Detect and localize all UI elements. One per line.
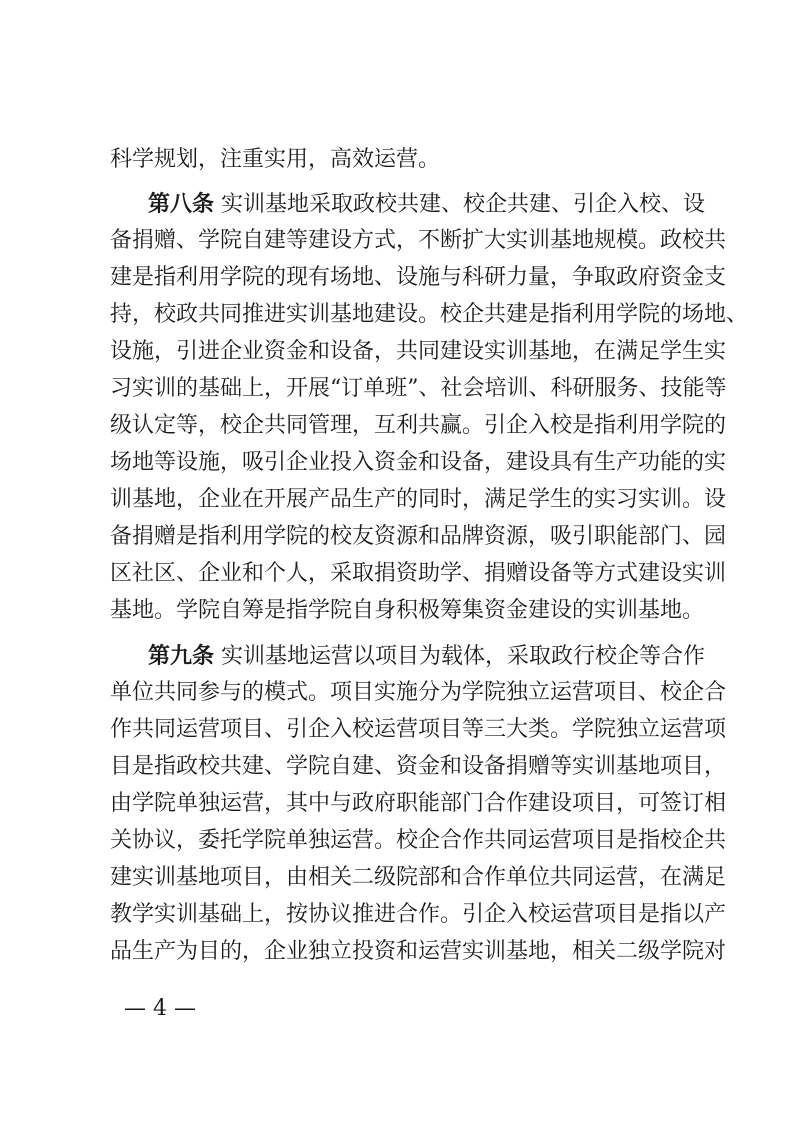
paragraph-line [110, 554, 727, 594]
paragraph-line [110, 821, 727, 861]
line-text: 由学院单独运营，其中与政府职能部门合作建设项目，可签订相 [110, 791, 727, 816]
line-text: 设施，引进企业资金和设备，共同建设实训基地，在满足学生实 [110, 339, 727, 364]
line-text: 关协议，委托学院单独运营。校企合作共同运营项目是指校企共 [110, 828, 727, 853]
line-text: 场地等设施，吸引企业投入资金和设备，建设具有生产功能的实 [110, 450, 727, 475]
paragraph-line [110, 517, 727, 557]
paragraph-line [110, 332, 727, 372]
line-text: 训基地，企业在开展产品生产的同时，满足学生的实习实训。设 [110, 487, 727, 512]
paragraph-line [110, 221, 727, 261]
article-label: 第九条 [148, 643, 215, 669]
paragraph-line [110, 673, 727, 713]
paragraph-line [110, 369, 727, 409]
line-text: 备捐赠是指利用学院的校友资源和品牌资源，吸引职能部门、园 [110, 524, 727, 549]
paragraph-line [110, 258, 727, 298]
line-text: 习实训的基础上，开展“订单班”、社会培训、科研服务、技能等 [110, 376, 727, 401]
line-text: 科学规划，注重实用，高效运营。 [110, 147, 441, 172]
line-text: 建实训基地项目，由相关二级院部和合作单位共同运营，在满足 [110, 865, 727, 890]
paragraph-line [110, 710, 727, 750]
paragraph-line [110, 406, 727, 446]
line-text: 实训基地采取政校共建、校企共建、引企入校、设 [214, 192, 706, 217]
line-text: 品生产为目的，企业独立投资和运营实训基地，相关二级学院对 [110, 939, 727, 964]
paragraph-line [110, 443, 727, 483]
paragraph-line [110, 591, 705, 631]
line-text: 单位共同参与的模式。项目实施分为学院独立运营项目、校企合 [110, 680, 727, 705]
line-text: 实训基地运营以项目为载体，采取政行校企等合作 [214, 644, 706, 669]
article-heading-line [148, 184, 706, 224]
line-text: 目是指政校共建、学院自建、资金和设备捐赠等实训基地项目， [110, 754, 727, 779]
article-heading-line [148, 636, 706, 676]
paragraph-line [110, 140, 695, 180]
paragraph-line [110, 747, 727, 787]
paragraph-line [110, 295, 749, 335]
paragraph-line [110, 932, 727, 972]
paragraph-line [110, 895, 727, 935]
line-text: 建是指利用学院的现有场地、设施与科研力量，争取政府资金支 [110, 265, 727, 290]
paragraph-line [110, 480, 727, 520]
line-text: 备捐赠、学院自建等建设方式，不断扩大实训基地规模。政校共 [110, 228, 727, 253]
line-text: 区社区、企业和个人，采取捐资助学、捐赠设备等方式建设实训 [110, 561, 727, 586]
line-text: 持，校政共同推进实训基地建设。校企共建是指利用学院的场地、 [110, 302, 749, 327]
paragraph-line [110, 858, 727, 898]
paragraph-line [110, 784, 727, 824]
article-label: 第八条 [148, 191, 215, 217]
line-text: 基地。学院自筹是指学院自身积极筹集资金建设的实训基地。 [110, 598, 705, 623]
page-number: — 4 — [124, 996, 196, 1021]
line-text: 级认定等，校企共同管理，互利共赢。引企入校是指利用学院的 [110, 413, 727, 438]
line-text: 教学实训基础上，按协议推进合作。引企入校运营项目是指以产 [110, 902, 727, 927]
line-text: 作共同运营项目、引企入校运营项目等三大类。学院独立运营项 [110, 717, 727, 742]
